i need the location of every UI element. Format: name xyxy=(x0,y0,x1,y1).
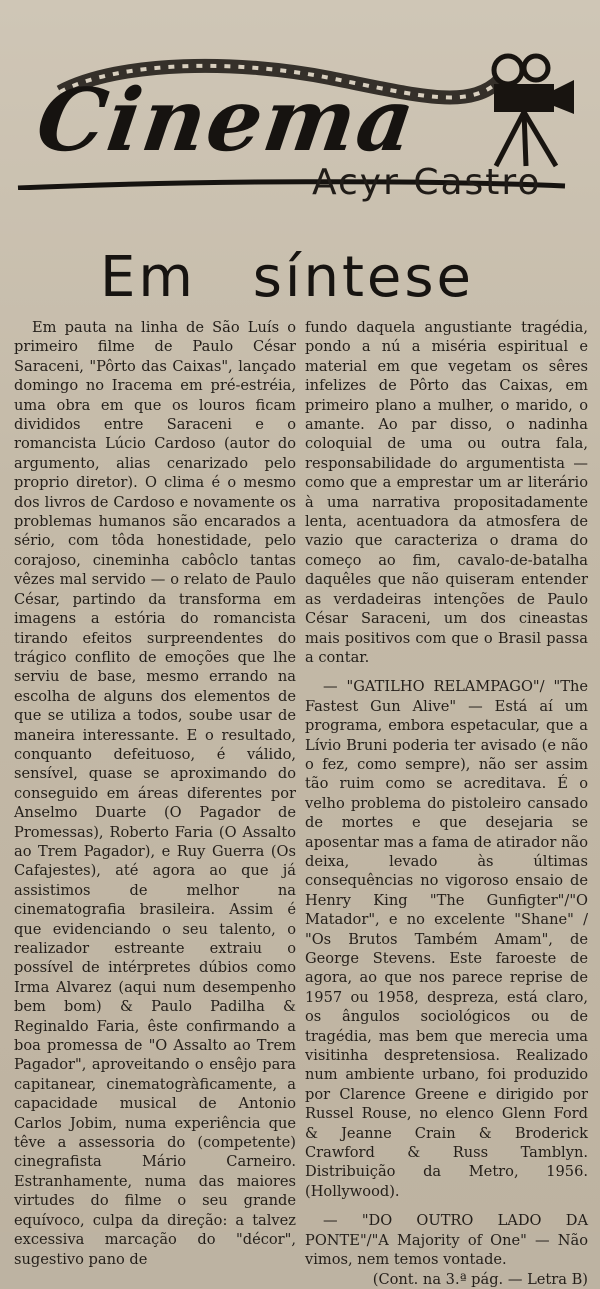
article-column-right xyxy=(305,318,588,1289)
article-column-left xyxy=(14,318,296,1269)
movie-camera-icon xyxy=(470,48,590,168)
section-title: Cinema xyxy=(30,70,423,171)
review-gatilho-relampago: — "GATILHO RELAMPAGO"/ "The Fastest Gun Alive" — Está aí um programa, embora espetacular, que a Lívio Bruni poderia ter avisado (e não o fez, como sempre), não ser assim tão ruim como se acreditava. É o velho problema do pistoleiro cansado de mortes e que desejaria se aposentar mas a fama de atirador não deixa, levado às últimas consequências no vigoroso ensaio de Henry King "The Gunfigter"/"O Matador", e no excelente "Shane" / "Os Brutos Também Amam", de George Stevens. Este faroeste de agora, ao que nos parece reprise de 1957 ou 1958, despreza, está claro, os ângulos sociológicos ou de tragédia, mas bem que merecia uma visitinha despretensiosa. Realizado num ambiente urbano, foi produzido por Clarence Greene e dirigido por Russel Rouse, no elenco Glenn Ford & Jeanne Crain & Broderick Crawford & Russ Tamblyn. Distribuição da Metro, 1956. (Hollywood). xyxy=(305,678,588,1200)
continuation-note: (Cont. na 3.ª pág. — Letra B) xyxy=(372,1270,588,1288)
article-paragraph: Em pauta na linha de São Luís o primeiro filme de Paulo César Saraceni, "Pôrto das Caixas", lançado domingo no Iracema em pré-estréia, uma obra em que os louros ficam divididos entre Saraceni e o romancista Lúcio Cardoso (autor do argumento, alias cenarizado pelo proprio diretor). O clima é o mesmo dos livros de Cardoso e novamente os problemas humanos são encarados a sério, com tôda honestidade, pelo corajoso, cineminha cabôclo tantas vêzes mal servido — o relato de Paulo César, partindo da transforma em imagens a estória do romancista tirando efeitos surpreendentes do trágico conflito de emoções que lhe serviu de base, mesmo errando na escolha de alguns dos elementos de que se utiliza a todos, soube usar de maneira interessante. E o resultado, conquanto defeituoso, é válido, sensível, quase se aproximando do conseguido em áreas diferentes por Anselmo Duarte (O Pagador de Promessas), Roberto Faria (O Assalto ao Trem Pagador), e Ruy Guerra (Os Cafajestes), até agora ao que já assistimos de melhor na cinematografia brasileira. Assim é que evidenciando o seu talento, o realizador estreante extraiu o possível de intérpretes dúbios como Irma Alvarez (aqui num desempenho bem bom) & Paulo Padilha & Reginaldo Faria, êste confirmando a boa promessa de "O Assalto ao Trem Pagador", aproveitando o ensêjo para capitanear, cinematogràficamente, a capacidade musical de Antonio Carlos Jobim, numa experiência que têve a assessoria do (competente) cinegrafista Mário Carneiro. Estranhamente, numa das maiores virtudes do filme o seu grande equívoco, culpa da direção: a talvez excessiva marcação do "décor", sugestivo pano de xyxy=(14,319,296,1268)
byline: Acyr Castro xyxy=(312,162,542,203)
review-do-outro-lado-da-ponte: — "DO OUTRO LADO DA PONTE"/"A Majority of One" — Não vimos, nem temos vontade. xyxy=(305,1212,588,1269)
article-paragraph: fundo daquela angustiante tragédia, pondo a nú a miséria espiritual e material em que vegetam os sêres infelizes de Pôrto das Caixas, em primeiro plano a mulher, o marido, o amante. Ao par disso, o nadinha coloquial de uma ou outra fala, responsabilidade do argumentista — como que a emprestar um ar literário à uma narrativa propositadamente lenta, acentuadora da atmosfera de vazio que caracteriza o drama do começo ao fim, cavalo-de-batalha daquêles que não quiseram entender as verdadeiras intenções de Paulo César Saraceni, um dos cineastas mais positivos com que o Brasil passa a contar. xyxy=(305,319,588,666)
headline: Em síntese xyxy=(100,245,474,310)
